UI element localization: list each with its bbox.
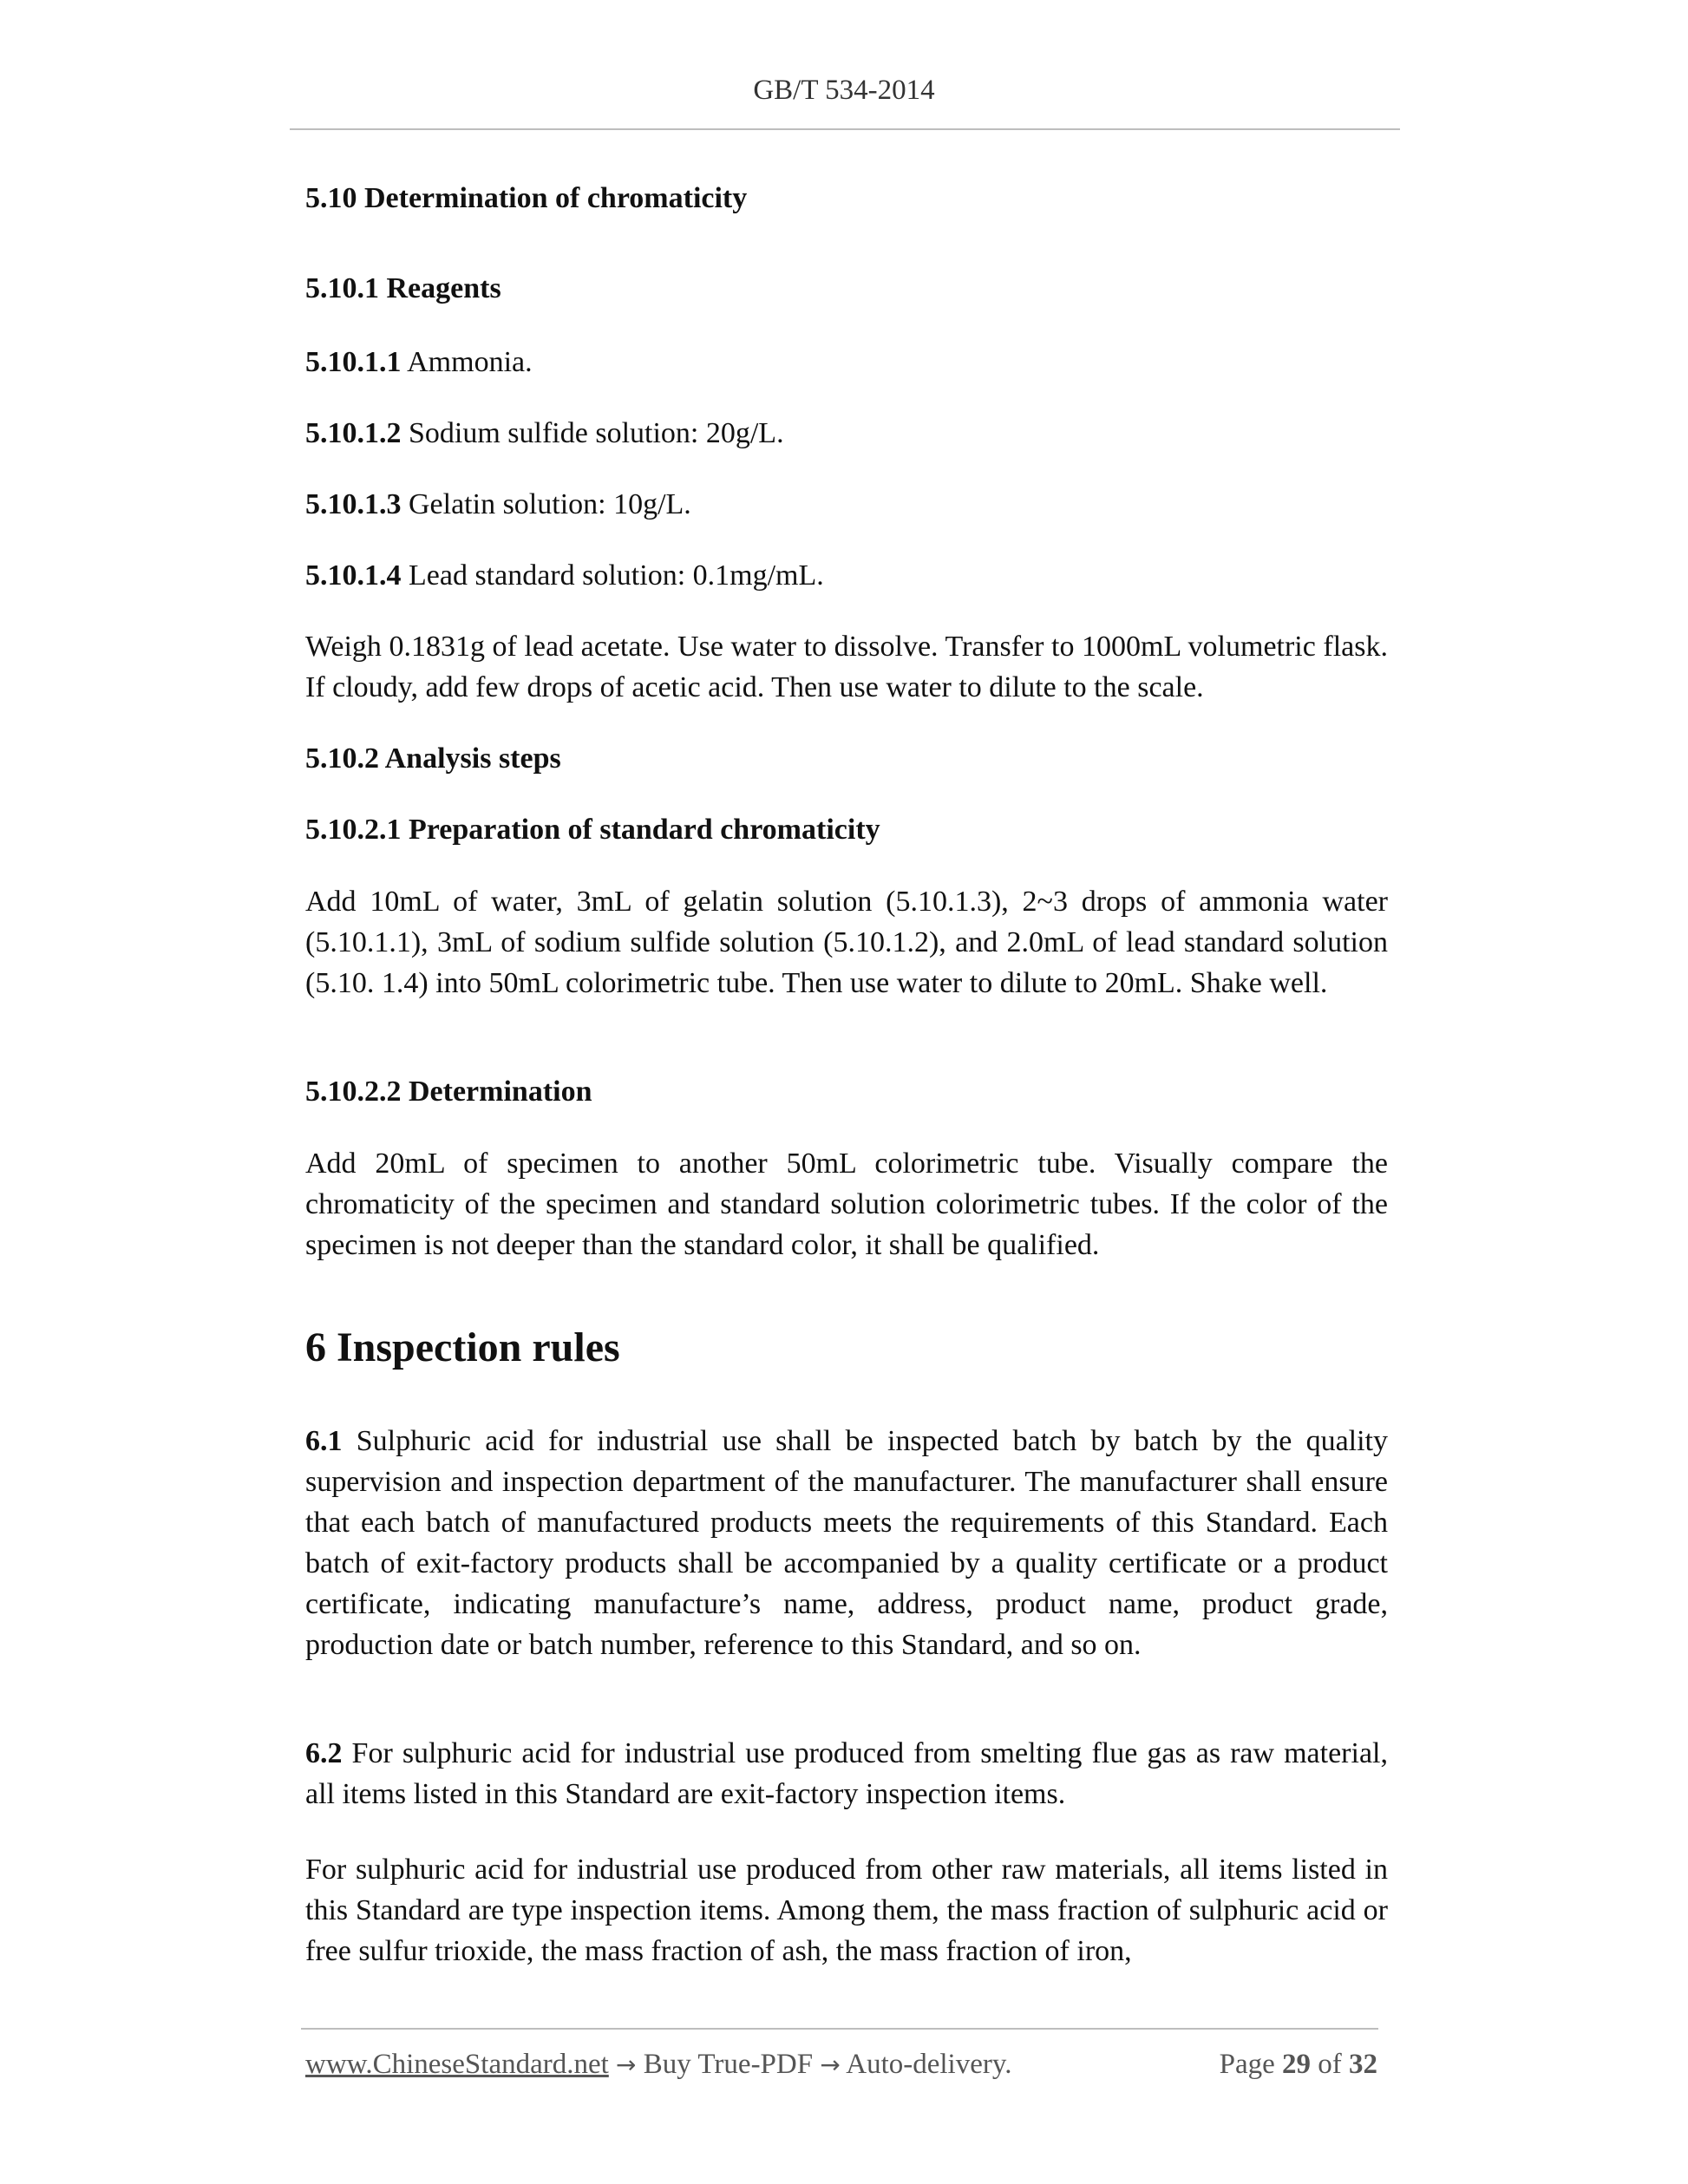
page-indicator [1220, 2049, 1377, 2081]
standard-chromaticity-paragraph: Add 10mL of water, 3mL of gelatin solution (5.10.1.3), 2~3 drops of ammonia water (5.10.1.1), 3mL of sodium sulfide solution (5.10.1.2), and 2.0mL of lead standard solution (5.10. 1.4) into 50mL colorimetric tube. Then use water to dilute to 20mL. Shake well. [305, 886, 1388, 999]
total-pages: 32 [1349, 2049, 1377, 2080]
item-text: Gelatin solution: 10g/L. [401, 488, 691, 520]
lead-preparation-paragraph: Weigh 0.1831g of lead acetate. Use water to dissolve. Transfer to 1000mL volumetric flask. If cloudy, add few drops of acetic acid. Then use water to dilute to the scale. [305, 631, 1388, 703]
clause-6-2-continuation: For sulphuric acid for industrial use produced from other raw materials, all items listed in this Standard are type inspection items. Among them, the mass fraction of sulphuric acid or free sulfur trioxide, the mass fraction of ash, the mass fraction of iron, [305, 1854, 1388, 1967]
item-number: 5.10.1.4 [305, 559, 402, 592]
item-text: Lead standard solution: 0.1mg/mL. [401, 559, 824, 592]
page-label: Page [1219, 2049, 1282, 2080]
item-text: Sodium sulfide solution: 20g/L. [401, 417, 784, 449]
footer-divider [301, 2028, 1378, 2030]
arrow-right-icon: → [616, 2050, 637, 2079]
section-5-10-2-1-heading: 5.10.2.1 Preparation of standard chromaticity [305, 814, 880, 846]
clause-number: 6.2 [305, 1737, 343, 1769]
item-number: 5.10.1.1 [305, 346, 402, 378]
auto-delivery-text: Auto-delivery. [840, 2049, 1012, 2080]
section-5-10-2-2-heading: 5.10.2.2 Determination [305, 1076, 592, 1108]
section-5-10-heading: 5.10 Determination of chromaticity [305, 182, 748, 214]
page-number: 29 [1282, 2049, 1311, 2080]
page-footer [305, 2049, 1377, 2081]
item-text: Ammonia. [401, 346, 533, 378]
site-link[interactable]: www.ChineseStandard.net [305, 2049, 609, 2080]
section-6-heading: 6 Inspection rules [305, 1324, 620, 1370]
clause-6-2-paragraph [305, 1733, 1388, 1815]
page-header: GB/T 534-2014 [753, 75, 935, 106]
reagent-item [305, 413, 1388, 454]
reagent-item [305, 342, 1388, 383]
arrow-right-icon: → [820, 2050, 841, 2079]
reagent-item [305, 555, 1388, 596]
buy-pdf-text: Buy True-PDF [636, 2049, 821, 2080]
clause-6-1-paragraph [305, 1421, 1388, 1665]
clause-number: 6.1 [305, 1425, 343, 1457]
section-5-10-2-heading: 5.10.2 Analysis steps [305, 742, 561, 775]
section-5-10-1-heading: 5.10.1 Reagents [305, 272, 501, 304]
clause-text: For sulphuric acid for industrial use produced from smelting flue gas as raw material, all items listed in this Standard are exit-factory inspection items. [305, 1737, 1388, 1810]
determination-paragraph: Add 20mL of specimen to another 50mL colorimetric tube. Visually compare the chromaticity of the specimen and standard solution colorimetric tubes. If the color of the specimen is not deeper than the standard color, it shall be qualified. [305, 1148, 1388, 1261]
of-label: of [1311, 2049, 1349, 2080]
item-number: 5.10.1.3 [305, 488, 402, 520]
header-divider [290, 128, 1400, 130]
clause-text: Sulphuric acid for industrial use shall be inspected batch by batch by the quality supervision and inspection department of the manufacturer. The manufacturer shall ensure that each batch of manufactured products meets the requirements of this Standard. Each batch of exit-factory products shall be accompanied by a quality certificate or a product certificate, indicating manufacture’s name, address, product name, product grade, production date or batch number, reference to this Standard, and so on. [305, 1425, 1388, 1661]
item-number: 5.10.1.2 [305, 417, 402, 449]
reagent-item [305, 484, 1388, 525]
